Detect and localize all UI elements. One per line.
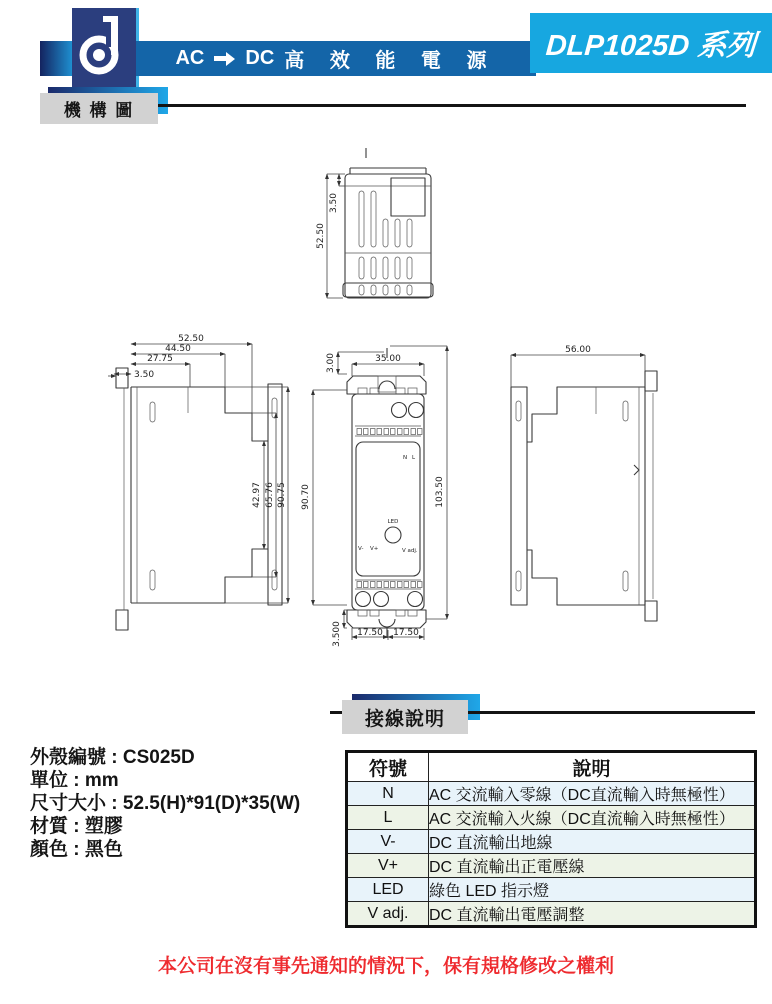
table-row: [347, 830, 756, 854]
table-row: [347, 878, 756, 902]
case-specs: [30, 746, 350, 861]
desc-cell: DC 直流輸出電壓調整: [429, 902, 756, 927]
wiring-rule-left-dash: [330, 711, 342, 714]
desc-cell: DC 直流輸出正電壓線: [429, 854, 756, 878]
dim-label: 3.00: [326, 352, 336, 374]
wiring-section-title: 接線說明: [342, 700, 468, 734]
dim-label: 27.75: [147, 354, 173, 364]
led-label: LED: [387, 519, 399, 525]
banner-cjk-label: 高 效 能 電 源: [284, 50, 497, 72]
symbol-cell: V+: [347, 854, 429, 878]
header-gradient-chip: [40, 41, 72, 76]
terminal-label-vplus: V+: [370, 546, 379, 552]
col-header-desc: 說明: [429, 752, 756, 782]
vadj-label: V adj.: [402, 548, 418, 554]
table-row: [347, 902, 756, 927]
symbol-cell: LED: [347, 878, 429, 902]
dim-label: 17.50: [393, 628, 419, 638]
symbol-cell: V adj.: [347, 902, 429, 927]
series-label: DLP1025D 系列: [544, 29, 757, 62]
terminal-label-n: N: [403, 455, 408, 461]
dim-label: 103.50: [435, 476, 445, 508]
front-view-drawing: [300, 332, 460, 652]
spec-case-number: 外殼編號 : CS025D: [30, 747, 195, 768]
dim-label: 52.50: [316, 223, 326, 249]
table-row: [347, 782, 756, 806]
dim-label: 44.50: [165, 344, 191, 354]
spec-unit: 單位 : mm: [30, 770, 119, 791]
banner-dc-label: DC: [245, 47, 275, 69]
arrow-right-icon: [214, 52, 235, 66]
mechanism-rule: [158, 104, 746, 107]
desc-cell: 綠色 LED 指示燈: [429, 878, 756, 902]
brand-logo: [72, 8, 139, 88]
terminal-label-vminus: V-: [358, 546, 364, 552]
left-side-view-drawing: [106, 332, 306, 642]
dim-label: 65.76: [265, 482, 275, 508]
spec-material: 材質 : 塑膠: [30, 816, 123, 837]
table-row: [347, 854, 756, 878]
dim-label: 3.50: [329, 192, 339, 214]
dim-label: 42.97: [252, 482, 262, 508]
table-row: [347, 806, 756, 830]
symbol-cell: V-: [347, 830, 429, 854]
spec-color: 顏色 : 黑色: [30, 839, 123, 860]
symbol-cell: L: [347, 806, 429, 830]
brand-d-icon: [72, 8, 133, 88]
symbol-cell: N: [347, 782, 429, 806]
dim-label: 90.70: [301, 484, 311, 510]
col-header-symbol: 符號: [347, 752, 429, 782]
terminal-label-l: L: [412, 455, 416, 461]
right-side-view-drawing: [488, 335, 673, 635]
dim-label: 52.50: [178, 334, 204, 344]
mechanism-section-title: 機 構 圖: [40, 93, 158, 124]
top-view-drawing: [303, 145, 441, 318]
dim-label: 35.00: [375, 354, 401, 364]
table-header-row: [347, 752, 756, 782]
wiring-rule: [468, 711, 755, 714]
dim-label: 90.75: [277, 482, 287, 508]
spec-dimensions: 尺寸大小 : 52.5(H)*91(D)*35(W): [30, 793, 301, 814]
wiring-table: [345, 750, 757, 928]
disclaimer-text: 本公司在沒有事先通知的情況下，保有規格修改之權利: [157, 956, 614, 977]
dim-label: 56.00: [565, 345, 591, 355]
product-banner: [136, 41, 536, 76]
banner-ac-label: AC: [175, 47, 205, 69]
dim-label: 3.50: [134, 370, 155, 380]
dim-label: 17.50: [357, 628, 383, 638]
series-badge: [530, 13, 772, 73]
desc-cell: DC 直流輸出地線: [429, 830, 756, 854]
dim-label: 3.500: [332, 621, 342, 647]
desc-cell: AC 交流輸入零線（DC直流輸入時無極性）: [429, 782, 756, 806]
desc-cell: AC 交流輸入火線（DC直流輸入時無極性）: [429, 806, 756, 830]
